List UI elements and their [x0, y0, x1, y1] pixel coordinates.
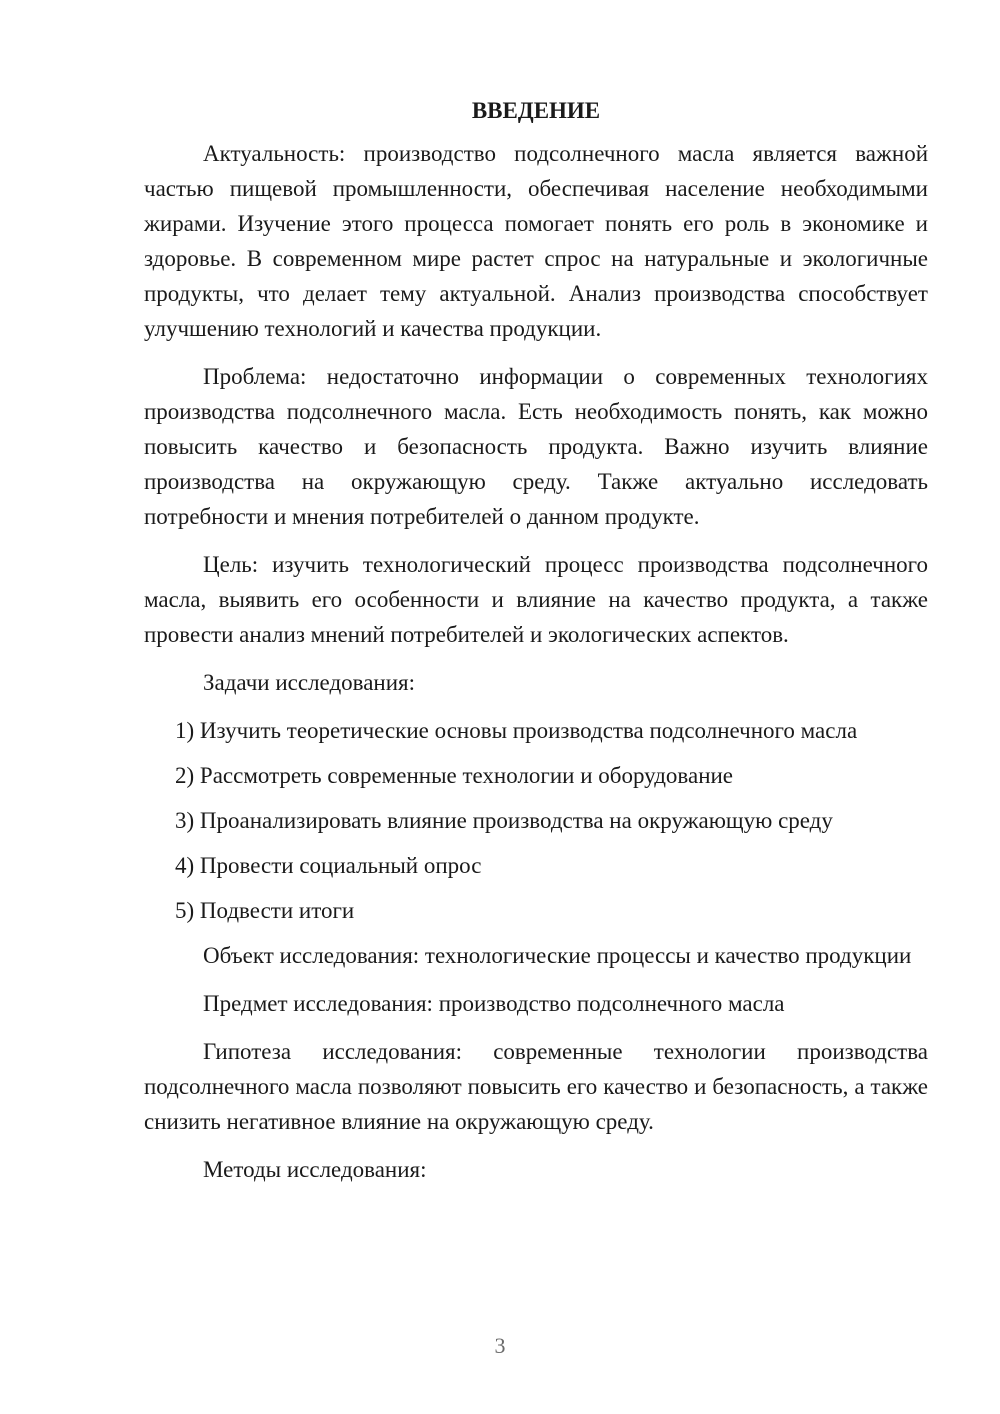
document-body	[144, 96, 928, 1200]
task-item-4: 4) Провести социальный опрос	[175, 853, 482, 878]
task-item-1: 1) Изучить теоретические основы производства подсолнечного масла	[175, 718, 858, 743]
task-item-3: 3) Проанализировать влияние производства на окружающую среду	[175, 808, 833, 833]
hypothesis-paragraph: Гипотеза исследования: современные технологии производства подсолнечного масла позволяют повысить его качество и безопасность, а также снизить негативное влияние на окружающую среду.	[144, 1039, 928, 1134]
page-title: ВВЕДЕНИЕ	[471, 98, 601, 123]
problem-paragraph: Проблема: недостаточно информации о современных технологиях производства подсолнечного масла. Есть необходимость понять, как можно повысить качество и безопасность продукта. Важно изучить влияние производства на окружающую среду. Также актуально исследовать потребности и мнения потребителей о данном продукте.	[144, 364, 928, 529]
object-paragraph: Объект исследования: технологические процессы и качество продукции	[203, 943, 912, 968]
task-item-2: 2) Рассмотреть современные технологии и оборудование	[175, 763, 734, 788]
page-number: 3	[494, 1333, 506, 1358]
task-item-5: 5) Подвести итоги	[175, 898, 355, 923]
tasks-list	[144, 713, 928, 928]
relevance-paragraph: Актуальность: производство подсолнечного масла является важной частью пищевой промышленности, обеспечивая население необходимыми жирами. Изучение этого процесса помогает понять его роль в экономике и здоровье. В современном мире растет спрос на натуральные и экологичные продукты, что делает тему актуальной. Анализ производства способствует улучшению технологий и качества продукции.	[144, 141, 928, 341]
methods-heading: Методы исследования:	[203, 1157, 427, 1182]
tasks-heading: Задачи исследования:	[203, 670, 416, 695]
goal-paragraph: Цель: изучить технологический процесс производства подсолнечного масла, выявить его особенности и влияние на качество продукта, а также провести анализ мнений потребителей и экологических аспектов.	[144, 552, 928, 647]
subject-paragraph: Предмет исследования: производство подсолнечного масла	[203, 991, 785, 1016]
